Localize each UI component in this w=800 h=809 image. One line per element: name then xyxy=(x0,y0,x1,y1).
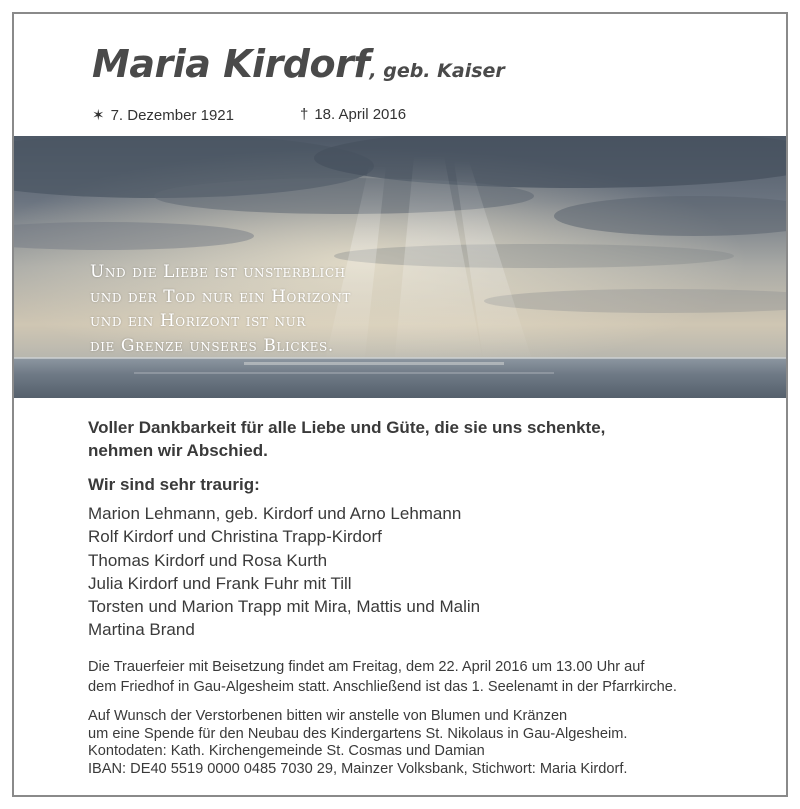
obituary-frame xyxy=(12,12,788,797)
mourner-entry: Torsten und Marion Trapp mit Mira, Mattis und Malin xyxy=(88,597,481,617)
cross-icon: † xyxy=(300,106,309,123)
donation-line: IBAN: DE40 5519 0000 0485 7030 29, Mainzer Volksbank, Stichwort: Maria Kirdorf. xyxy=(88,760,628,777)
funeral-line: Die Trauerfeier mit Beisetzung findet am Freitag, dem 22. April 2016 um 13.00 Uhr auf xyxy=(88,659,645,675)
name-line xyxy=(92,42,505,86)
donation-line: um eine Spende für den Neubau des Kindergartens St. Nikolaus in Gau-Algesheim. xyxy=(88,725,628,742)
donation-line: Auf Wunsch der Verstorbenen bitten wir anstelle von Blumen und Kränzen xyxy=(88,708,568,724)
mourners-heading: Wir sind sehr traurig: xyxy=(88,475,260,494)
mourner-entry: Julia Kirdorf und Frank Fuhr mit Till xyxy=(88,573,352,593)
gratitude-line: Voller Dankbarkeit für alle Liebe und Güte, die sie uns schenkte, xyxy=(88,418,606,437)
death-date: 18. April 2016 xyxy=(314,106,407,123)
mourner-entry: Marion Lehmann, geb. Kirdorf und Arno Lehmann xyxy=(88,504,462,523)
deceased-name: Maria Kirdorf xyxy=(92,42,370,86)
donation-notice xyxy=(88,708,627,778)
poem-line: und der Tod nur ein Horizont xyxy=(90,286,352,307)
funeral-notice xyxy=(88,658,677,697)
birth-date-line xyxy=(92,106,234,124)
mourner-entry: Martina Brand xyxy=(88,620,195,640)
mourner-entry: Rolf Kirdorf und Christina Trapp-Kirdorf xyxy=(88,527,382,547)
poem-line: Und die Liebe ist unsterblich xyxy=(90,262,346,282)
sea-sky-photo xyxy=(14,136,786,398)
mourner-entry: Thomas Kirdorf und Rosa Kurth xyxy=(88,550,328,570)
poem xyxy=(90,260,351,358)
birth-date: 7. Dezember 1921 xyxy=(110,107,234,124)
death-date-line xyxy=(300,106,406,123)
poem-line: und ein Horizont ist nur xyxy=(90,311,306,331)
mourners-list xyxy=(88,502,480,642)
star-icon: ✶ xyxy=(92,107,105,124)
gratitude-line: nehmen wir Abschied. xyxy=(88,441,268,460)
gratitude-text xyxy=(88,416,605,462)
maiden-name: , geb. Kaiser xyxy=(369,60,505,82)
funeral-line: dem Friedhof in Gau-Algesheim statt. Anschließend ist das 1. Seelenamt in der Pfarrkirche. xyxy=(88,678,677,695)
poem-line: die Grenze unseres Blickes. xyxy=(90,335,334,356)
donation-line: Kontodaten: Kath. Kirchengemeinde St. Cosmas und Damian xyxy=(88,743,485,759)
